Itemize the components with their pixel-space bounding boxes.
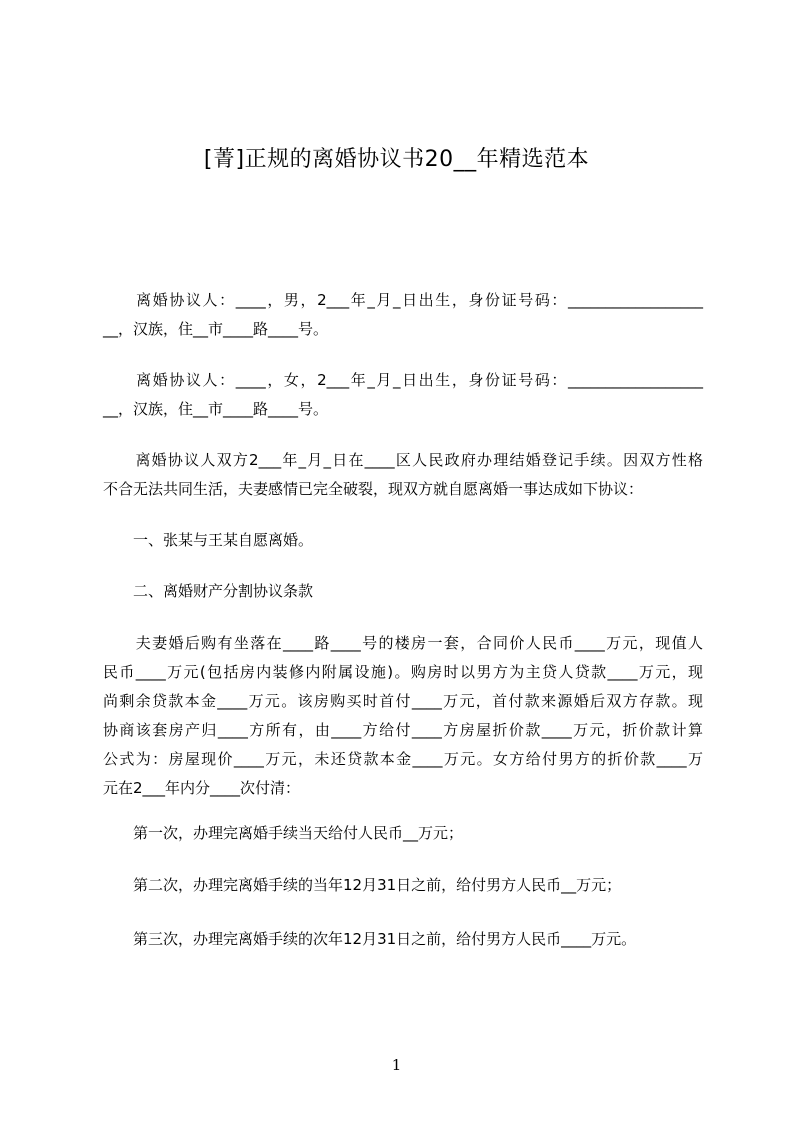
text-line: __，汉族，住__市____路____号。: [103, 400, 329, 418]
paragraph-female-party: [103, 366, 703, 424]
text-line: 二、离婚财产分割协议条款: [103, 582, 314, 600]
text-line: 第一次，办理完离婚手续当天给付人民币__万元；: [103, 824, 464, 842]
text-line: 元在2___年内分____次付清：: [103, 779, 301, 797]
text-line: 民币____万元(包括房内装修内附属设施)。购房时以男方为主贷人贷款____万元，现: [103, 663, 703, 681]
text-line: __，汉族，住__市____路____号。: [103, 320, 329, 338]
text-line: 离婚协议人：____，男，2___年_月_日出生，身份证号码：__________________: [103, 291, 703, 309]
payment-second: [103, 871, 703, 900]
text-line: 一、张某与王某自愿离婚。: [103, 531, 314, 549]
text-line: 尚剩余贷款本金____万元。该房购买时首付____万元，首付款来源婚后双方存款。现: [103, 692, 703, 710]
text-line: 协商该套房产归____方所有，由____方给付____方房屋折价款____万元，折价款计算: [103, 721, 703, 739]
clause-voluntary-divorce: [103, 526, 703, 555]
paragraph-marriage-registration: [103, 446, 703, 504]
page-number: 1: [391, 1056, 402, 1074]
text-line: 离婚协议人：____，女，2___年_月_日出生，身份证号码：__________________: [103, 371, 703, 389]
text-line: 不合无法共同生活，夫妻感情已完全破裂，现双方就自愿离婚一事达成如下协议：: [103, 480, 644, 498]
clause-property-division-heading: [103, 577, 703, 606]
payment-first: [103, 819, 703, 848]
text-line: 夫妻婚后购有坐落在____路____号的楼房一套，合同价人民币____万元，现值人: [103, 634, 703, 652]
text-line: 第三次，办理完离婚手续的次年12月31日之前，给付男方人民币____万元。: [103, 930, 637, 948]
payment-third: [103, 925, 703, 954]
paragraph-male-party: [103, 286, 703, 344]
document-title: [菁]正规的离婚协议书20__年精选范本: [203, 147, 590, 172]
paragraph-property-details: [103, 629, 703, 803]
text-line: 公式为：房屋现价____万元，未还贷款本金____万元。女方给付男方的折价款____万: [103, 750, 703, 768]
text-line: 离婚协议人双方2___年_月_日在____区人民政府办理结婚登记手续。因双方性格: [103, 451, 703, 469]
text-line: 第二次，办理完离婚手续的当年12月31日之前，给付男方人民币__万元；: [103, 876, 622, 894]
